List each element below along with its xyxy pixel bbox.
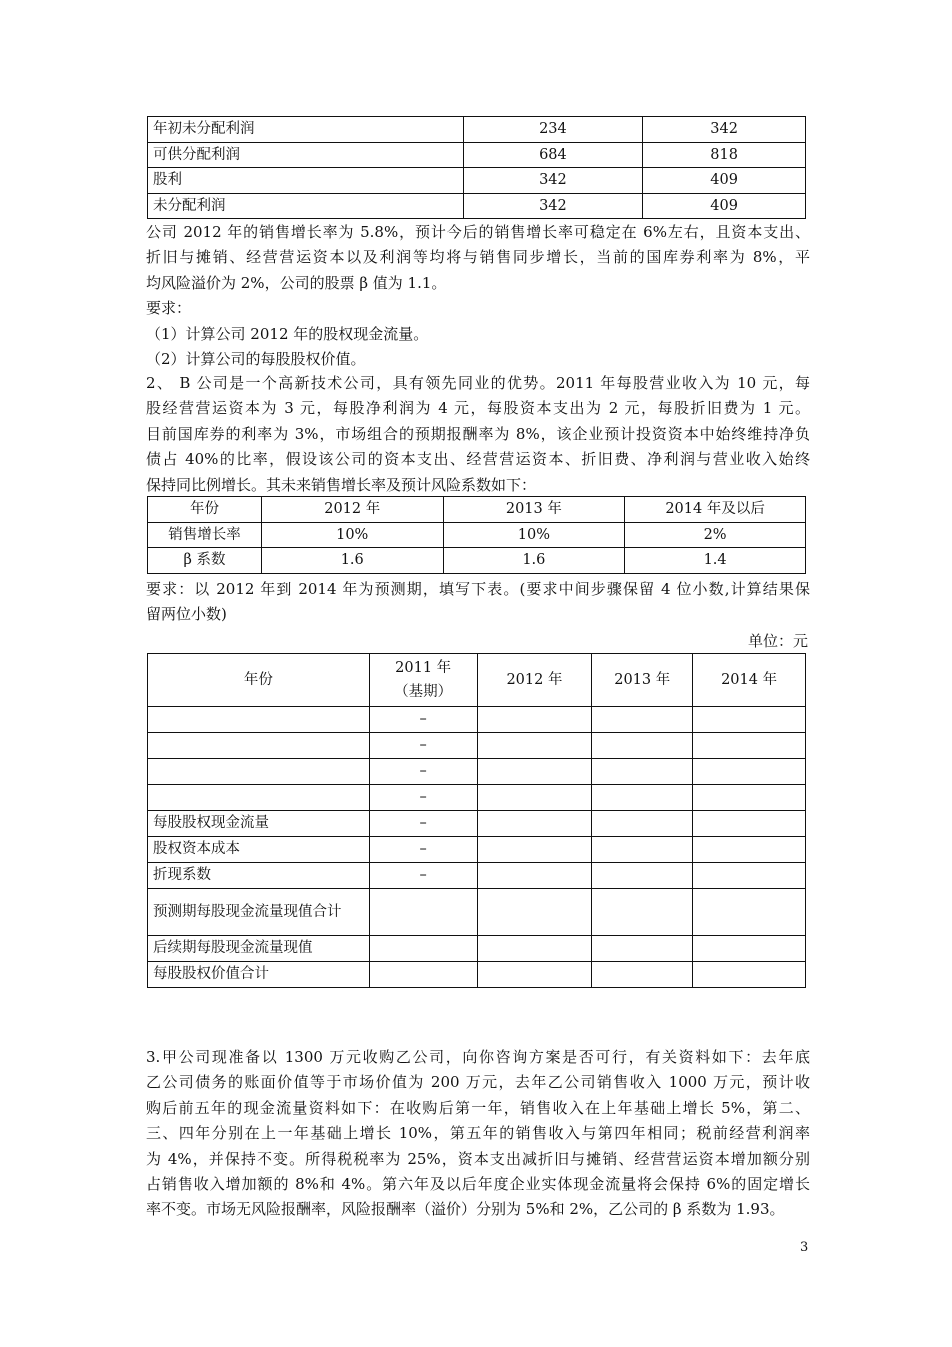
table-cell: 684 [463,142,643,168]
table-cell [592,733,693,759]
text-line: 占销售收入增加额的 8%和 4%。第六年及以后年度企业实体现金流量将会保持 6%的固定增长 [146,1175,810,1194]
table-cell [592,962,693,988]
table-cell [477,863,592,889]
table-row [148,548,806,574]
row-label: 可供分配利润 [148,142,464,168]
row-label: 年初未分配利润 [148,117,464,143]
table-cell: 409 [643,168,806,194]
row-label [148,733,370,759]
column-header: 2012 年 [477,654,592,707]
text-line: 折旧与摊销、经营营运资本以及利润等均将与销售同步增长，当前的国库券利率为 8%，平 [146,248,810,267]
text-line: 股经营营运资本为 3 元，每股净利润为 4 元，每股资本支出为 2 元，每股折旧费为 1 元。 [146,399,810,418]
row-label: 后续期每股现金流量现值 [148,936,370,962]
table-cell: – [369,759,477,785]
text-line: 目前国库券的利率为 3%，市场组合的预期报酬率为 8%，该企业预计投资资本中始终维持净负 [146,424,810,443]
row-label: 预测期每股现金流量现值合计 [148,889,370,936]
table-cell: 1.4 [625,548,806,574]
table-cell [477,962,592,988]
row-label [148,707,370,733]
column-header: 2011 年 （基期） [369,654,477,707]
column-header: 2012 年 [261,497,443,523]
row-label: 折现系数 [148,863,370,889]
question-2-text [146,371,810,498]
column-header: 2013 年 [443,497,625,523]
table-cell: – [369,863,477,889]
row-label [148,785,370,811]
table-cell [369,889,477,936]
column-header: 年份 [148,497,262,523]
table-cell [369,936,477,962]
table-cell: 234 [463,117,643,143]
table-cell [592,889,693,936]
table-cell [592,811,693,837]
table-cell: – [369,707,477,733]
table-cell [693,811,806,837]
column-header: 2013 年 [592,654,693,707]
column-header: 2014 年 [693,654,806,707]
table-row [148,811,806,837]
table-row [148,962,806,988]
text-line: 率不变。市场无风险报酬率，风险报酬率（溢价）分别为 5%和 2%，乙公司的 β 系数为 1.93。 [146,1200,785,1219]
question-3-text [146,1045,810,1223]
table-row [148,785,806,811]
table-cell [693,889,806,936]
table-cell [693,785,806,811]
row-label: 股权资本成本 [148,837,370,863]
table-row [148,889,806,936]
table-cell [369,962,477,988]
text-line: 乙公司债务的账面价值等于市场价值为 200 万元，去年乙公司销售收入 1000 万元，预计收 [146,1073,810,1092]
text-line: 留两位小数) [146,605,227,624]
row-label: 销售增长率 [148,522,262,548]
text-line: 3.甲公司现准备以 1300 万元收购乙公司，向你咨询方案是否可行，有关资料如下：去年底 [146,1048,810,1066]
row-label: β 系数 [148,548,262,574]
table-row [148,733,806,759]
table-cell: 10% [261,522,443,548]
text-line: 购后前五年的现金流量资料如下：在收购后第一年，销售收入在上年基础上增长 5%，第二、 [146,1098,810,1117]
table-cell [477,811,592,837]
table-cell [693,759,806,785]
table-header-row [148,654,806,707]
table-cell [693,837,806,863]
table-cell [477,785,592,811]
table-cell [477,889,592,936]
text-line: 为 4%，并保持不变。所得税税率为 25%，资本支出减折旧与摊销、经营营运资本增加额分别 [146,1149,810,1168]
table-row [148,863,806,889]
table-cell: – [369,811,477,837]
row-label: 未分配利润 [148,193,464,219]
text-line: 三、四年分别在上一年基础上增长 10%，第五年的销售收入与第四年相同；税前经营利润率 [146,1124,810,1143]
table-cell: – [369,785,477,811]
column-header: 年份 [148,654,370,707]
table-cell [477,936,592,962]
table-row [148,707,806,733]
table-row [148,837,806,863]
unit-label: 单位：元 [747,632,808,650]
row-label: 股利 [148,168,464,194]
table-cell: 10% [443,522,625,548]
table-cell: 342 [643,117,806,143]
text-line: 2、 B 公司是一个高新技术公司，具有领先同业的优势。2011 年每股营业收入为 10 元，每 [146,374,810,392]
table-row [148,117,806,143]
table-cell [693,707,806,733]
page-number: 3 [800,1240,809,1255]
text-line: （2）计算公司的每股股权价值。 [146,350,366,369]
row-label: 每股股权价值合计 [148,962,370,988]
text-line: 要求：以 2012 年到 2014 年为预测期，填写下表。(要求中间步骤保留 4 位小数,计算结果保 [146,580,810,598]
table-cell [693,936,806,962]
table-cell: 2% [625,522,806,548]
table-cell: 342 [463,168,643,194]
table-cell [477,707,592,733]
row-label: 每股股权现金流量 [148,811,370,837]
table-cell [592,785,693,811]
column-header: 2014 年及以后 [625,497,806,523]
table-cell [477,837,592,863]
text-line: （1）计算公司 2012 年的股权现金流量。 [146,324,429,343]
table-cell [693,863,806,889]
table-cell: – [369,837,477,863]
question-1-text [146,220,810,372]
table-cell: 409 [643,193,806,219]
table-cell: 342 [463,193,643,219]
table-cell [592,707,693,733]
table-cell [592,837,693,863]
profit-distribution-table [147,116,806,219]
row-label [148,759,370,785]
table-cell [477,759,592,785]
table-row [148,193,806,219]
table-cell [477,733,592,759]
table-row [148,142,806,168]
table-cell [592,759,693,785]
valuation-table [147,653,806,988]
table-row [148,936,806,962]
growth-beta-table [147,496,806,574]
table-row [148,168,806,194]
table-cell [592,863,693,889]
table-row [148,522,806,548]
table-row [148,759,806,785]
table-cell [693,733,806,759]
text-line: 保持同比例增长。其未来销售增长率及预计风险系数如下： [146,475,537,494]
text-line: 公司 2012 年的销售增长率为 5.8%，预计今后的销售增长率可稳定在 6%左右，且资本支出、 [146,223,810,241]
text-line: 要求： [146,299,192,318]
table-cell: 1.6 [443,548,625,574]
requirement-text [146,577,810,628]
text-line: 债占 40%的比率，假设该公司的资本支出、经营营运资本、折旧费、净利润与营业收入始终 [146,450,810,469]
text-line: 均风险溢价为 2%，公司的股票 β 值为 1.1。 [146,273,447,292]
table-cell: 1.6 [261,548,443,574]
table-header-row [148,497,806,523]
table-cell [592,936,693,962]
table-cell: 818 [643,142,806,168]
table-cell: – [369,733,477,759]
table-cell [693,962,806,988]
